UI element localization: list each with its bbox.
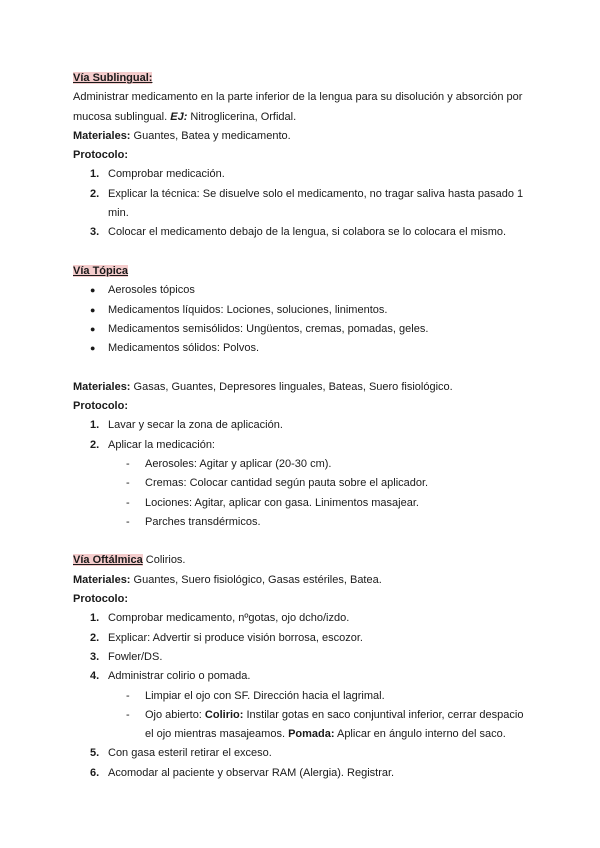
list-item: 2. Aplicar la medicación: <box>90 438 215 451</box>
list-item: ● Medicamentos sólidos: Polvos. <box>73 339 543 358</box>
sub-list-item: - Parches transdérmicos. <box>73 513 543 532</box>
list-item: 4. Administrar colirio o pomada. <box>90 670 251 683</box>
sub-list-item: - Limpiar el ojo con SF. Dirección hacia el lagrimal. <box>73 687 543 706</box>
sub-list-item: - Aerosoles: Agitar y aplicar (20-30 cm). <box>73 455 543 474</box>
topica-protocolo-heading: Protocolo: <box>73 400 128 413</box>
list-item: 1. Comprobar medicación. <box>90 168 225 181</box>
bullet-icon: ● <box>90 343 96 354</box>
list-item: 1. Lavar y secar la zona de aplicación. <box>90 419 283 432</box>
list-item-continuation: min. <box>108 207 129 220</box>
sub-list-item-continuation: el ojo mientras masajeamos. Pomada: Aplicar en ángulo interno del saco. <box>145 728 506 741</box>
dash-icon: - <box>126 708 130 721</box>
sublingual-protocolo-heading: Protocolo: <box>73 149 128 162</box>
oftalmica-protocolo-heading: Protocolo: <box>73 593 128 606</box>
list-item: 5. Con gasa esteril retirar el exceso. <box>90 747 272 760</box>
dash-icon: - <box>126 496 130 509</box>
sublingual-description-line2: mucosa sublingual. EJ: Nitroglicerina, Orfidal. <box>73 110 297 123</box>
list-item: 6. Acomodar al paciente y observar RAM (Alergia). Registrar. <box>90 766 395 779</box>
list-item: 3. Fowler/DS. <box>90 650 163 663</box>
list-item: 2. Explicar: Advertir si produce visión borrosa, escozor. <box>90 631 363 644</box>
dash-icon: - <box>126 477 130 490</box>
sub-list-item: - Ojo abierto: Colirio: Instilar gotas en saco conjuntival inferior, cerrar despacio <box>73 706 543 725</box>
list-item: 1. Comprobar medicamento, nºgotas, ojo dcho/izdo. <box>90 612 350 625</box>
list-item: 2. Explicar la técnica: Se disuelve solo el medicamento, no tragar saliva hasta pasado 1 <box>90 187 524 200</box>
sublingual-description-line1: Administrar medicamento en la parte inferior de la lengua para su disolución y absorción por <box>73 91 523 104</box>
list-item: 3. Colocar el medicamento debajo de la lengua, si colabora se lo colocara el mismo. <box>90 226 507 239</box>
list-item: ● Aerosoles tópicos <box>73 281 543 300</box>
dash-icon: - <box>126 689 130 702</box>
dash-icon: - <box>126 457 130 470</box>
section-title-topica: Vía Tópica <box>73 264 129 277</box>
section-title-sublingual: Vía Sublingual: <box>73 72 153 84</box>
topica-materiales: Materiales: Gasas, Guantes, Depresores linguales, Bateas, Suero fisiológico. <box>73 380 453 393</box>
bullet-icon: ● <box>90 323 96 334</box>
section-sublingual <box>73 69 543 88</box>
dash-icon: - <box>126 515 130 528</box>
list-item: ● Medicamentos líquidos: Lociones, soluciones, linimentos. <box>73 301 543 320</box>
section-topica <box>73 262 543 281</box>
sublingual-materiales: Materiales: Guantes, Batea y medicamento. <box>73 129 291 142</box>
bullet-icon: ● <box>90 304 96 315</box>
section-title-oftalmica: Vía Oftálmica <box>73 554 143 567</box>
sub-list-item: - Cremas: Colocar cantidad según pauta sobre el aplicador. <box>73 474 543 493</box>
sub-list-item: - Lociones: Agitar, aplicar con gasa. Linimentos masajear. <box>73 494 543 513</box>
oftalmica-materiales: Materiales: Guantes, Suero fisiológico, Gasas estériles, Batea. <box>73 573 382 586</box>
list-item: ● Medicamentos semisólidos: Ungüentos, cremas, pomadas, geles. <box>73 320 543 339</box>
bullet-icon: ● <box>90 285 96 296</box>
section-oftalmica: Vía Oftálmica Colirios. <box>73 554 186 567</box>
document-content <box>73 69 543 783</box>
ej-label: EJ: <box>170 110 188 123</box>
